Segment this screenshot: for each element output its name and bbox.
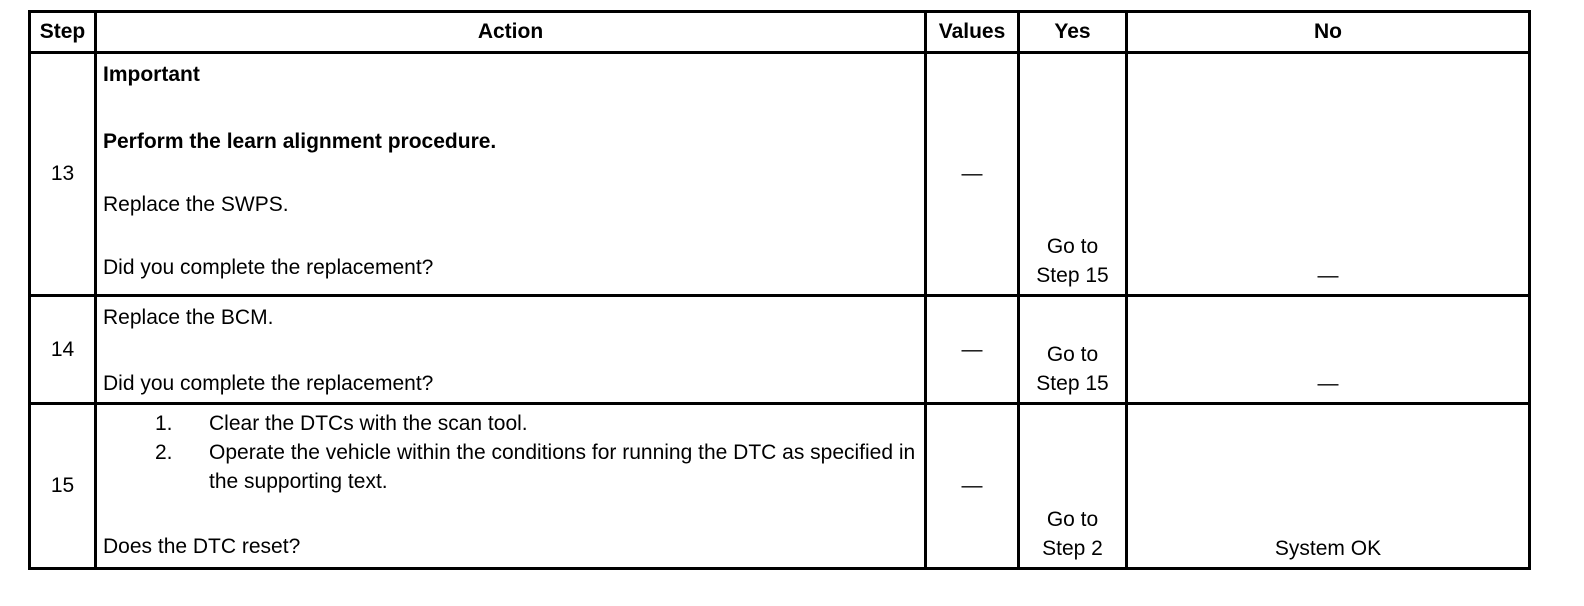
list-item xyxy=(155,438,918,496)
step-number: 14 xyxy=(30,296,96,404)
values-cell: — xyxy=(926,296,1019,404)
yes-goto-label: Go to xyxy=(1046,235,1099,258)
action-cell xyxy=(96,296,926,404)
important-label: Important xyxy=(103,63,200,86)
instruction-text: Replace the SWPS. xyxy=(103,193,289,216)
procedure-text: Perform the learn alignment procedure. xyxy=(103,130,497,153)
table-row-step-15 xyxy=(30,404,1530,569)
yes-step-link[interactable]: Step 15 xyxy=(1036,372,1109,395)
yes-cell xyxy=(1019,404,1127,569)
instruction-text: Replace the BCM. xyxy=(103,306,274,329)
question-text: Did you complete the replacement? xyxy=(103,372,434,395)
list-item-number: 1. xyxy=(155,412,173,435)
header-step: Step xyxy=(30,12,96,53)
yes-goto-label: Go to xyxy=(1046,508,1099,531)
yes-step-link[interactable]: Step 15 xyxy=(1036,264,1109,287)
yes-goto-label: Go to xyxy=(1046,343,1099,366)
procedure-list xyxy=(103,409,918,496)
header-values: Values xyxy=(926,12,1019,53)
list-item xyxy=(155,409,918,438)
action-cell xyxy=(96,53,926,296)
table-row-step-13 xyxy=(30,53,1530,296)
list-item-number: 2. xyxy=(155,441,173,464)
yes-step-link[interactable]: Step 2 xyxy=(1042,537,1103,560)
list-item-text: Operate the vehicle within the conditions for running the DTC as specified in the supporting text. xyxy=(209,441,916,493)
yes-cell xyxy=(1019,53,1127,296)
question-text: Does the DTC reset? xyxy=(103,535,301,558)
diagnostic-table xyxy=(28,10,1531,570)
values-cell: — xyxy=(926,53,1019,296)
step-number: 13 xyxy=(30,53,96,296)
step-number: 15 xyxy=(30,404,96,569)
header-no: No xyxy=(1127,12,1530,53)
table-header-row xyxy=(30,12,1530,53)
question-text: Did you complete the replacement? xyxy=(103,256,434,279)
no-cell: — xyxy=(1127,296,1530,404)
header-yes: Yes xyxy=(1019,12,1127,53)
values-cell: — xyxy=(926,404,1019,569)
yes-cell xyxy=(1019,296,1127,404)
no-cell: — xyxy=(1127,53,1530,296)
table-row-step-14 xyxy=(30,296,1530,404)
list-item-text: Clear the DTCs with the scan tool. xyxy=(209,412,528,435)
action-cell xyxy=(96,404,926,569)
header-action: Action xyxy=(96,12,926,53)
no-cell: System OK xyxy=(1127,404,1530,569)
